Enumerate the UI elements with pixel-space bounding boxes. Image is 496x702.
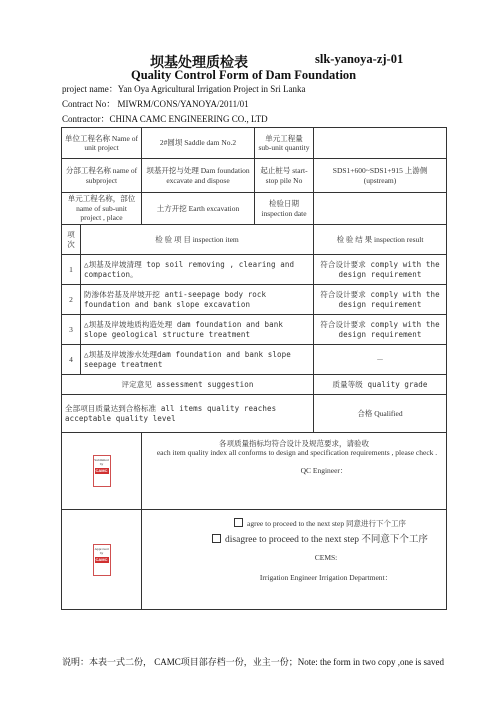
- submit-text-cell: [142, 433, 447, 510]
- sub-unit-project-label: 单元工程名称，部位 name of sub-unit project , place: [62, 193, 142, 225]
- assessment-row: [62, 395, 447, 433]
- inspection-no: 3: [62, 315, 81, 345]
- inspection-result: 符合设计要求 comply with the design requirement: [314, 255, 447, 285]
- disagree-checkbox[interactable]: [212, 534, 221, 543]
- inspection-date-label: 检验日期 inspection date: [255, 193, 314, 225]
- disagree-label: disagree to proceed to the next step 不同意下个工序: [225, 535, 428, 546]
- agree-label: agree to proceed to the next step 同意进行下个工序: [247, 519, 406, 528]
- col-result-header: 检 验 结 果 inspection result: [314, 225, 447, 255]
- agree-option[interactable]: [197, 518, 443, 528]
- col-no-header: 项次: [62, 225, 81, 255]
- info-row: [62, 159, 447, 193]
- inspection-result: 符合设计要求 comply with the design requirement: [314, 315, 447, 345]
- inspection-item: △坝基及岸坡清理 top soil removing , clearing and compaction。: [81, 255, 314, 285]
- stamp-caption: Submitted by: [94, 458, 109, 467]
- agree-checkbox[interactable]: [234, 518, 243, 527]
- inspection-item: △坝基及岸坡地质构造处理 dam foundation and bank slope geological structure treatment: [81, 315, 314, 345]
- pile-no-label: 起止桩号 start-stop pile No: [255, 159, 314, 193]
- stamp-caption: Approved by: [94, 546, 109, 555]
- footer-note: 说明：本表一式二份， CAMC项目部存档一份，业主一份；Note: the form in two copy ,one is saved: [62, 657, 444, 667]
- submit-line-cn: 各项质量指标均符合设计及规范要求，请验收: [219, 439, 369, 448]
- submit-stamp-cell: [62, 433, 142, 510]
- camc-logo: CAMC: [95, 556, 108, 562]
- quality-control-table: [61, 127, 447, 610]
- approved-by-stamp: [93, 544, 111, 576]
- approve-row: [62, 510, 447, 610]
- pile-no-value: SDS1+600~SDS1+915 上游侧(upstream): [314, 159, 447, 193]
- disagree-option[interactable]: [197, 534, 443, 547]
- sub-unit-quantity-value: [314, 128, 447, 159]
- contract-no: Contract No： MIWRM/CONS/YANOYA/2011/01: [62, 99, 249, 109]
- inspection-no: 2: [62, 285, 81, 315]
- camc-logo: CAMC: [95, 468, 108, 473]
- quality-grade: 合格 Qualified: [314, 395, 447, 433]
- inspection-result: 符合设计要求 comply with the design requirement: [314, 285, 447, 315]
- info-row: [62, 193, 447, 225]
- submit-line-en: each item quality index all conforms to design and specification requirements , please check .: [156, 448, 438, 458]
- inspection-no: 4: [62, 345, 81, 375]
- subproject-label: 分部工程名称 name of subproject: [62, 159, 142, 193]
- approve-text-cell: [142, 510, 447, 610]
- cems-label: CEMS:: [314, 553, 338, 563]
- inspection-item: △坝基及岸坡渗水处理dam foundation and bank slope seepage treatment: [81, 345, 314, 375]
- assessment-suggestion: 全部项目质量达到合格标准 all items quality reaches acceptable quality level: [62, 395, 314, 433]
- inspection-result: －: [314, 345, 447, 375]
- inspection-row: [62, 345, 447, 375]
- project-name: project name：Yan Oya Agricultural Irrigation Project in Sri Lanka: [62, 84, 306, 94]
- col-item-header: 检 验 项 目 inspection item: [81, 225, 314, 255]
- inspection-date-value: [314, 193, 447, 225]
- unit-project-value: 2#圆坝 Saddle dam No.2: [142, 128, 255, 159]
- form-title-cn: 坝基处理质检表: [150, 56, 248, 71]
- inspection-no: 1: [62, 255, 81, 285]
- quality-grade-label: 质量等级 quality grade: [314, 375, 447, 395]
- approve-stamp-cell: [62, 510, 142, 610]
- assessment-header-row: [62, 375, 447, 395]
- assessment-suggestion-label: 评定意见 assessment suggestion: [62, 375, 314, 395]
- contractor: Contractor：CHINA CAMC ENGINEERING CO., LTD: [62, 114, 268, 124]
- submit-row: [62, 433, 447, 510]
- irrigation-dept-label: Irrigation Engineer Irrigation Department：: [259, 572, 393, 582]
- submitted-by-stamp: [93, 455, 111, 487]
- inspection-item: 防渗体岩基及岸坡开挖 anti-seepage body rock foundation and bank slope excavation: [81, 285, 314, 315]
- inspection-row: [62, 255, 447, 285]
- inspection-row: [62, 285, 447, 315]
- qc-engineer: QC Engineer：: [300, 465, 348, 475]
- form-code: slk-yanoya-zj-01: [315, 52, 404, 66]
- unit-project-label: 单位工程名称 Name of unit project: [62, 128, 142, 159]
- sub-unit-project-value: 土方开挖 Earth excavation: [142, 193, 255, 225]
- info-row: [62, 128, 447, 159]
- sub-unit-quantity-label: 单元工程量 sub-unit quantity: [255, 128, 314, 159]
- subproject-value: 坝基开挖与处理 Dam foundation excavate and dispose: [142, 159, 255, 193]
- inspection-row: [62, 315, 447, 345]
- form-title-en: Quality Control Form of Dam Foundation: [131, 68, 357, 82]
- inspection-header-row: [62, 225, 447, 255]
